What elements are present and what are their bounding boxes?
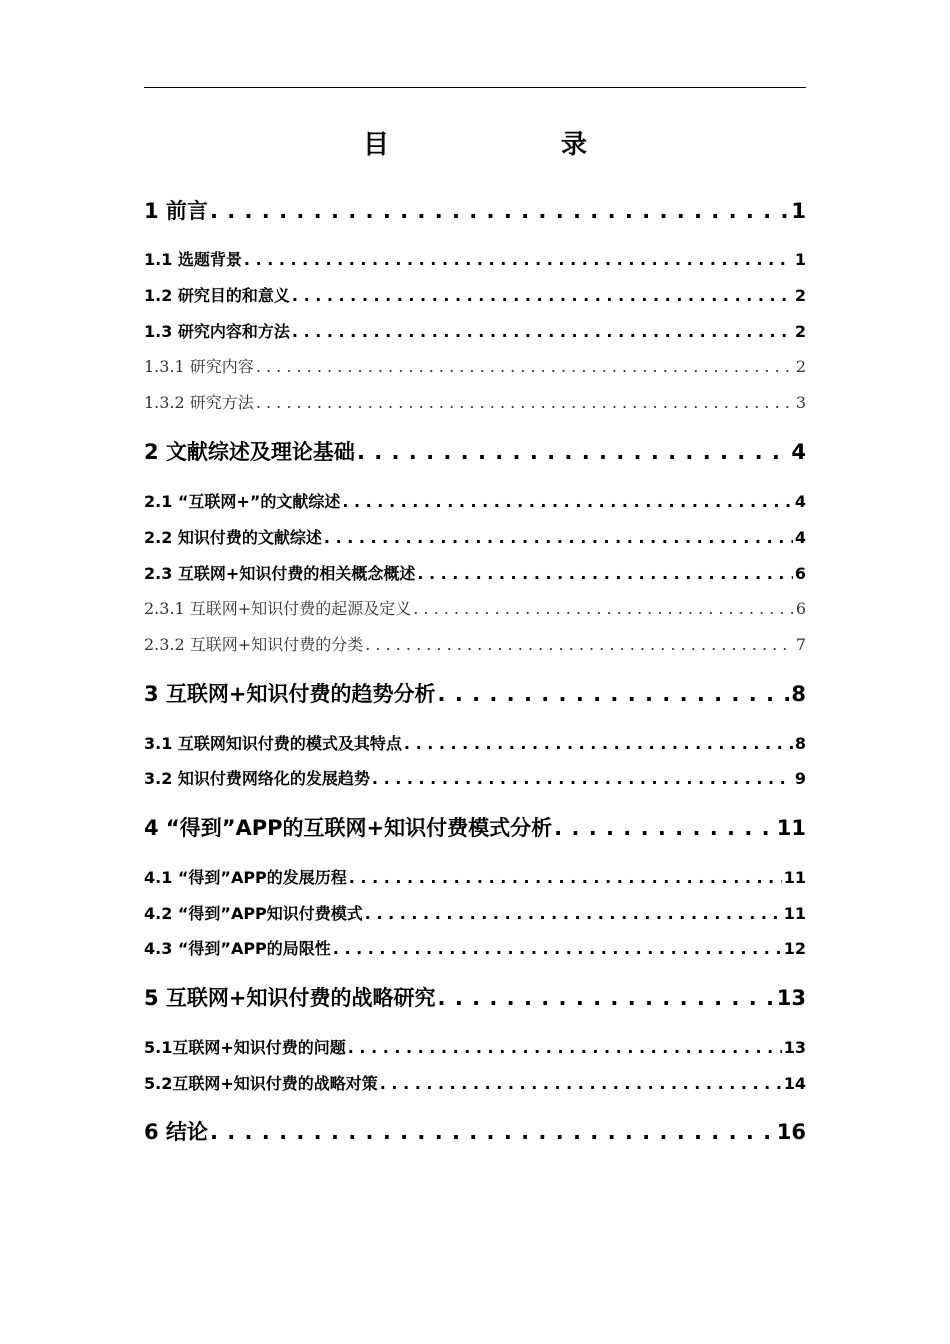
dot-leader [372,769,793,788]
toc-entry-label: 2.1 “互联网+”的文献综述 [144,492,341,511]
toc-entry[interactable] [144,390,806,413]
dot-leader [256,357,794,376]
dot-leader [365,904,782,923]
toc-entry-page: 4 [791,440,806,464]
toc-entry[interactable] [144,436,806,466]
toc-entry-page: 8 [791,682,806,706]
dot-leader [365,635,794,654]
toc-entry-page: 11 [783,904,806,923]
toc-entry-page: 14 [783,1074,806,1093]
toc-entry-page: 2 [794,322,806,341]
toc-entry-label: 4.3 “得到”APP的局限性 [144,939,331,958]
toc-entry-label: 2.3.2 互联网+知识付费的分类 [144,635,364,654]
toc-entry-page: 3 [795,393,806,412]
dot-leader [438,682,790,706]
toc-entry-page: 9 [794,769,806,788]
toc-entry-label: 3.2 知识付费网络化的发展趋势 [144,769,370,788]
dot-leader [348,1038,782,1057]
toc-entry-page: 2 [795,357,806,376]
toc-entry-page: 11 [783,868,806,887]
toc-entry[interactable] [144,1035,806,1058]
toc-entry-label: 2.2 知识付费的文献综述 [144,528,322,547]
toc-entry-label: 5.1互联网+知识付费的问题 [144,1038,346,1057]
toc-entry[interactable] [144,525,806,548]
dot-leader [417,564,793,583]
dot-leader [324,528,793,547]
toc-entry-label: 6 结论 [144,1120,208,1144]
toc-entry[interactable] [144,901,806,924]
dot-leader [244,250,793,269]
toc-entry-page: 4 [794,528,806,547]
dot-leader [438,986,775,1010]
dot-leader [256,393,794,412]
toc-entry-label: 1.3.1 研究内容 [144,357,254,376]
dot-leader [342,492,793,511]
dot-leader [357,440,789,464]
toc-entry-page: 16 [776,1120,806,1144]
toc-entry-label: 1.1 选题背景 [144,250,242,269]
toc-entry-label: 4.1 “得到”APP的发展历程 [144,868,347,887]
toc-entry[interactable] [144,731,806,754]
toc-entry[interactable] [144,678,806,708]
toc-entry-page: 2 [794,286,806,305]
toc-entry[interactable] [144,812,806,842]
toc-entry-page: 6 [794,564,806,583]
toc-entry[interactable] [144,247,806,270]
toc-entry[interactable] [144,982,806,1012]
toc-entry-page: 13 [776,986,806,1010]
toc-entry-page: 11 [776,816,806,840]
toc-entry-page: 12 [783,939,806,958]
toc-entry-page: 1 [791,199,806,223]
toc-entry-label: 3.1 互联网知识付费的模式及其特点 [144,734,402,753]
toc-entry-page: 7 [795,635,806,654]
toc-entry[interactable] [144,1116,806,1146]
dot-leader [380,1074,782,1093]
header-rule [144,87,806,88]
toc-entry[interactable] [144,489,806,512]
toc-entry[interactable] [144,936,806,959]
toc-entry[interactable] [144,354,806,377]
dot-leader [554,816,775,840]
toc-entry[interactable] [144,865,806,888]
toc-entry-label: 5 互联网+知识付费的战略研究 [144,986,436,1010]
toc-entry-label: 1.3.2 研究方法 [144,393,254,412]
toc-entry[interactable] [144,766,806,789]
toc-entry-label: 2.3.1 互联网+知识付费的起源及定义 [144,599,412,618]
dot-leader [349,868,782,887]
toc-entry-page: 13 [783,1038,806,1057]
toc-entry-label: 4.2 “得到”APP知识付费模式 [144,904,363,923]
toc-entry-label: 1.3 研究内容和方法 [144,322,290,341]
toc-entry[interactable] [144,596,806,619]
toc-entry-label: 2 文献综述及理论基础 [144,440,355,464]
toc-entry-page: 4 [794,492,806,511]
toc-entry[interactable] [144,319,806,342]
toc-entry[interactable] [144,632,806,655]
toc-entry[interactable] [144,195,806,225]
dot-leader [210,199,789,223]
dot-leader [210,1120,775,1144]
toc-entry[interactable] [144,283,806,306]
toc-entry-label: 3 互联网+知识付费的趋势分析 [144,682,436,706]
toc-entry-page: 8 [794,734,806,753]
dot-leader [413,599,794,618]
toc-entry-label: 4 “得到”APP的互联网+知识付费模式分析 [144,816,553,840]
toc-entry-page: 6 [795,599,806,618]
dot-leader [333,939,782,958]
dot-leader [292,286,793,305]
page-title: 目 录 [362,130,627,160]
toc-entry[interactable] [144,561,806,584]
toc-entry-label: 1 前言 [144,199,208,223]
toc-entry-page: 1 [794,250,806,269]
dot-leader [404,734,793,753]
toc-entry-label: 1.2 研究目的和意义 [144,286,290,305]
toc-entry[interactable] [144,1071,806,1094]
toc-entry-label: 5.2互联网+知识付费的战略对策 [144,1074,378,1093]
dot-leader [292,322,793,341]
toc-entry-label: 2.3 互联网+知识付费的相关概念概述 [144,564,416,583]
